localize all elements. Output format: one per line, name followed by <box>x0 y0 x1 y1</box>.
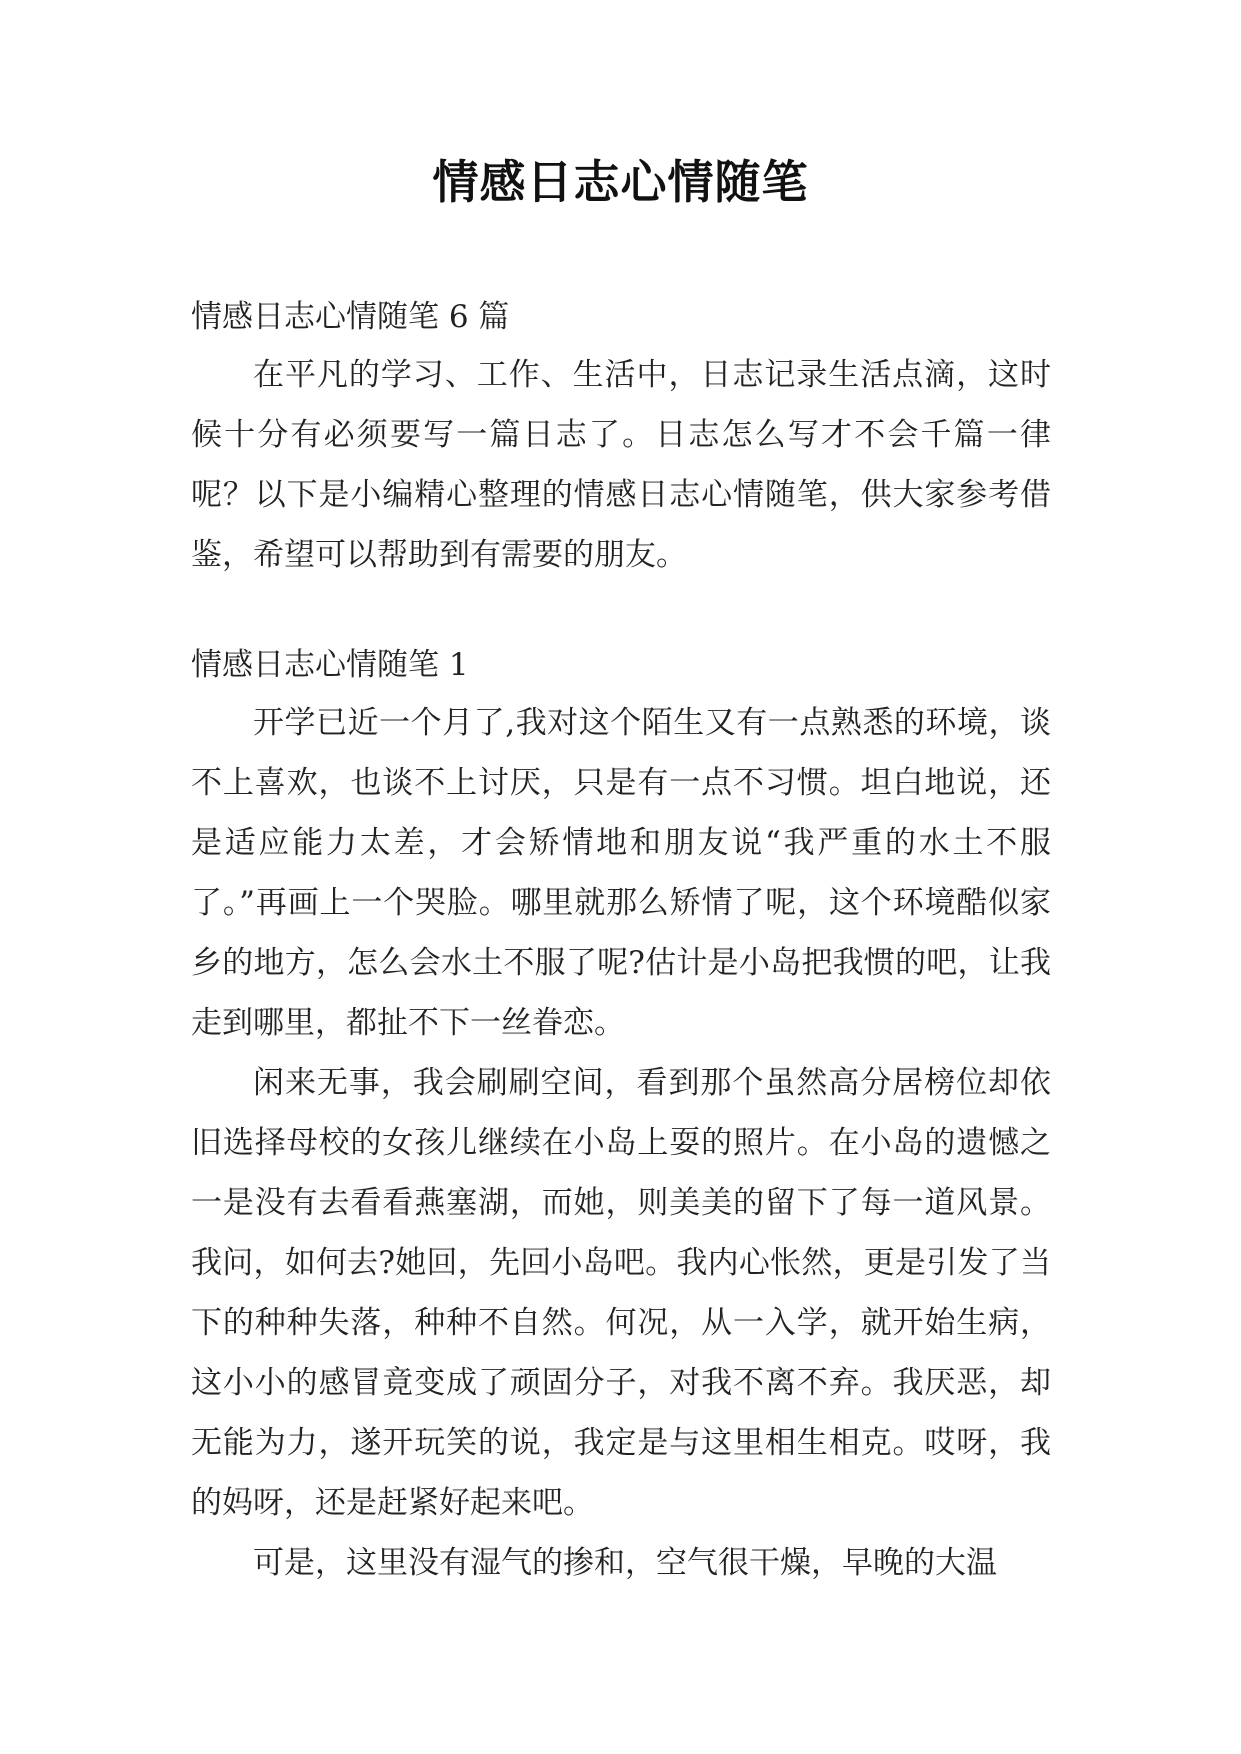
section-1-heading-block <box>191 635 1051 695</box>
section-1-heading: 情感日志心情随笔 1 <box>191 647 469 683</box>
document-subtitle <box>191 287 1051 347</box>
section-1-paragraph-1: 开学已近一个月了,我对这个陌生又有一点熟悉的环境，谈不上喜欢，也谈不上讨厌，只是有一点不习惯。坦白地说，还是适应能力太差，才会矫情地和朋友说“我严重的水土不服了。”再画上一个哭脸。哪里就那么矫情了呢，这个环境酷似家乡的地方，怎么会水土不服了呢?估计是小岛把我惯的吧，让我走到哪里，都扯不下一丝眷恋。 <box>191 705 1051 1041</box>
section-1-body <box>191 693 1051 1593</box>
document-title: 情感日志心情随笔 <box>432 155 809 209</box>
intro-block <box>191 345 1051 585</box>
intro-paragraph: 在平凡的学习、工作、生活中，日志记录生活点滴，这时候十分有必须要写一篇日志了。日志怎么写才不会千篇一律呢？以下是小编精心整理的情感日志心情随笔，供大家参考借鉴，希望可以帮助到有需要的朋友。 <box>191 357 1051 573</box>
subtitle-text: 情感日志心情随笔 6 篇 <box>191 299 510 335</box>
section-1-paragraph-3: 可是，这里没有湿气的掺和，空气很干燥，早晚的大温 <box>253 1545 997 1581</box>
section-1-paragraph-2: 闲来无事，我会刷刷空间，看到那个虽然高分居榜位却依旧选择母校的女孩儿继续在小岛上耍的照片。在小岛的遗憾之一是没有去看看燕塞湖，而她，则美美的留下了每一道风景。我问，如何去?她回，先回小岛吧。我内心怅然，更是引发了当下的种种失落，种种不自然。何况，从一入学，就开始生病，这小小的感冒竟变成了顽固分子，对我不离不弃。我厌恶，却无能为力，遂开玩笑的说，我定是与这里相生相克。哎呀，我的妈呀，还是赶紧好起来吧。 <box>191 1065 1051 1521</box>
